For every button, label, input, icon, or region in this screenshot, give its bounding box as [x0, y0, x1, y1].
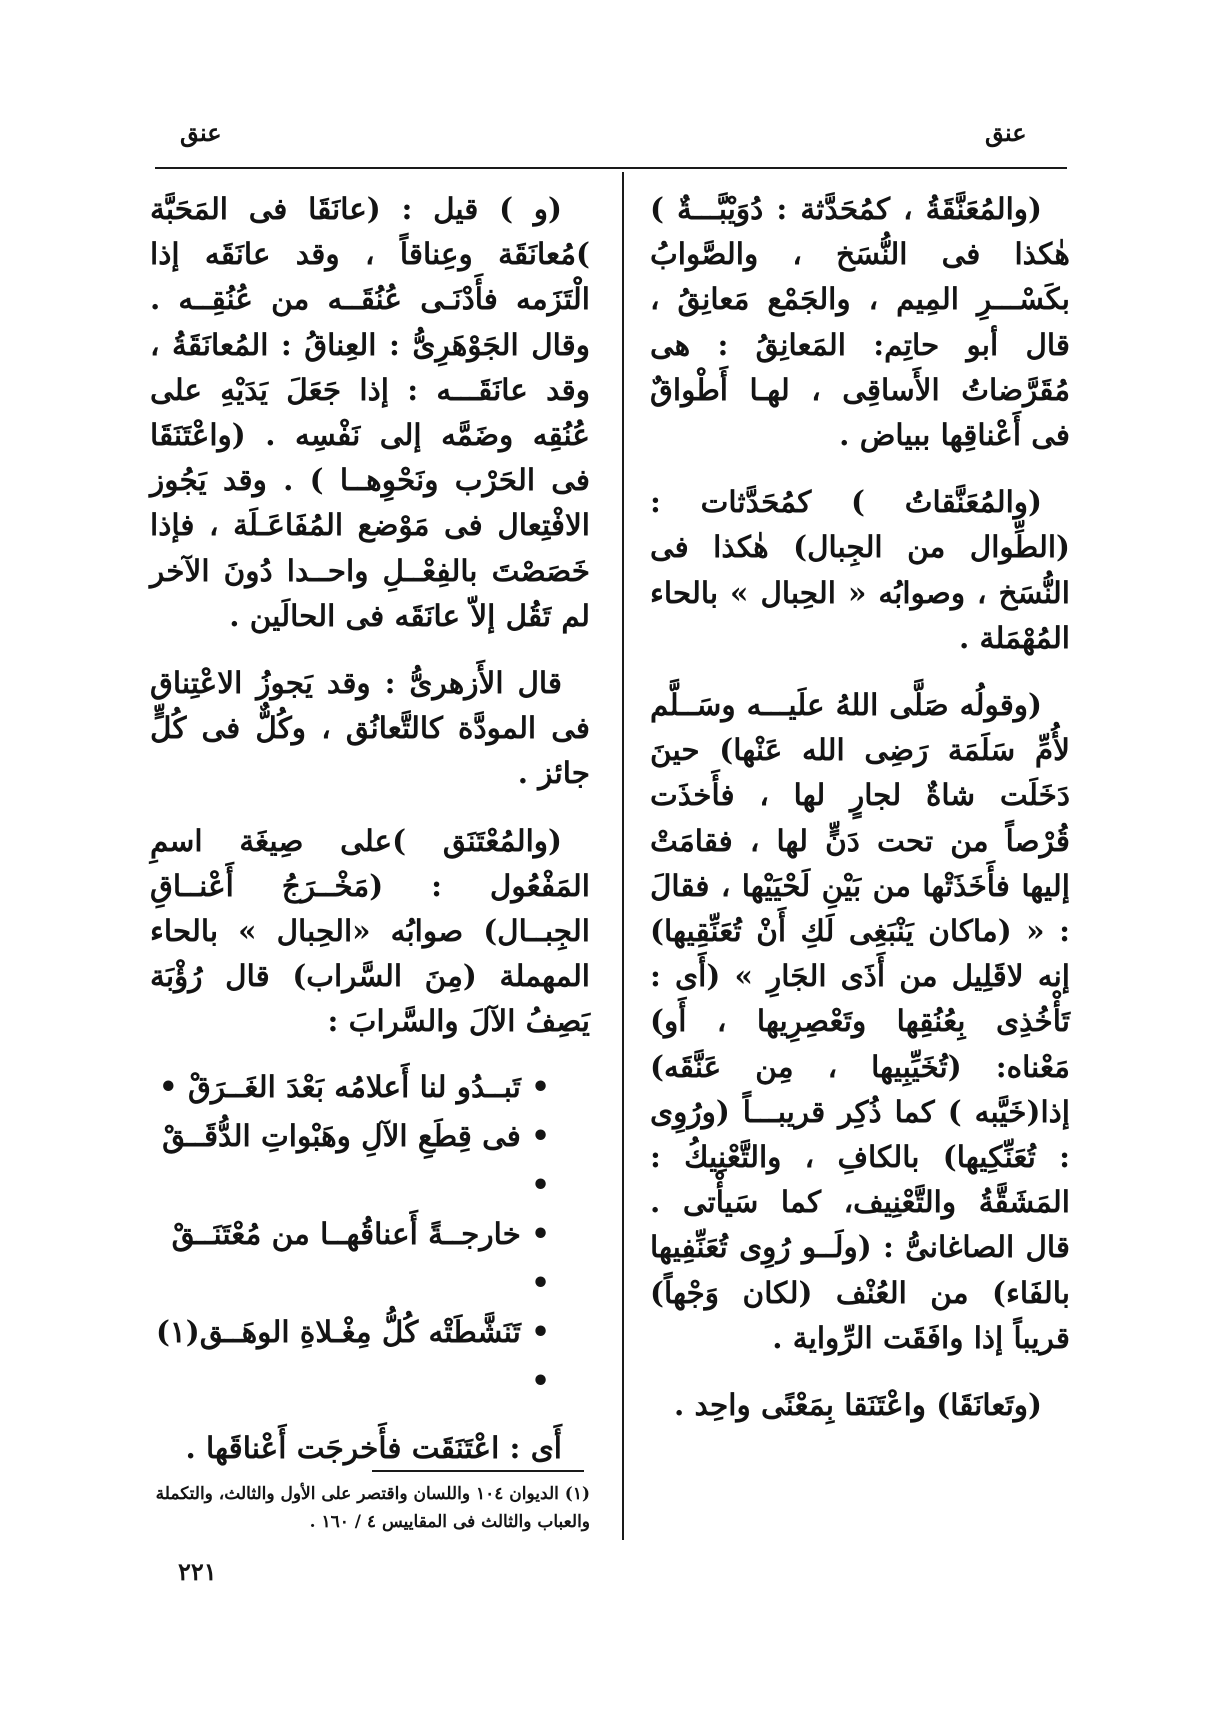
- right-column: [650, 186, 1070, 1449]
- column-divider: [622, 172, 624, 1540]
- poem-verses: [150, 1062, 590, 1405]
- entry-paragraph: (والمُعَنَّقاتُ ) كمُحَدَّثات : (الطِّوال من الجِبال) هٰكذا فى النُّسَخ ، وصوابُه « الحِبال » بالحاء المُهْمَلة .: [650, 484, 1070, 655]
- running-head-left: عنق: [180, 118, 222, 147]
- entry-paragraph: قال الأَزهرىُّ : وقد يَجوزُ الاعْتِناق فى المودَّة كالتَّعانُق ، وكُلٌّ فى كُلٍّ جائز .: [150, 665, 590, 791]
- entry-paragraph: أَى : اعْتَنَقَت فأَخرجَت أَعْناقَها .: [185, 1429, 562, 1465]
- footnote: (١) الديوان ١٠٤ واللسان واقتصر على الأول والثالث، والتكملة والعباب والثالث فى المقاييس ٤ / ١٦٠ .: [155, 1484, 590, 1532]
- page-number: ٢٢١: [178, 1557, 217, 1586]
- left-column: [150, 186, 590, 1492]
- footnote-rule: [372, 1470, 584, 1472]
- entry-paragraph: (وتَعانَقَا) واعْتَنَقا بِمَعْنًى واحِد .: [674, 1387, 1042, 1423]
- running-head-right: عنق: [985, 118, 1027, 147]
- entry-paragraph: (والمُعَنَّقَةُ ، كمُحَدَّثة : دُوَيْبَّـــةٌ ) هٰكذا فى النُّسَخ ، والصَّوابُ بكَسْـــرِ المِيم ، والجَمْع مَعانِقُ ، قال أبو حاتِم: المَعانِقُ : هى مُقَرَّضاتُ الأَساقِى ، لهـا أَطْواقٌ فى أَعْناقِها ببياض .: [650, 191, 1070, 453]
- header-rule: [155, 167, 1067, 169]
- verse-line: • تَنَشَّطَتْه كُلُّ مِغْـلاةِ الوهَــق(١) •: [155, 1313, 550, 1398]
- verse-line: • فى قِطَعِ الآلِ وهَبْواتِ الدُّقَــقْ •: [162, 1117, 550, 1202]
- entry-paragraph: (وقولُه صَلَّى اللهُ علَيـــه وسَــلَّم لأُمِّ سَلَمَة رَضِى الله عَنْها) حينَ دَخَلَت شاةٌ لجارٍ لها ، فأَخذَت قُرْصاً من تحت دَنٍّ لها ، فقامَتْ إليها فأَخَذَتْها من بَيْنِ لَحْيَيْها ، فقالَ : « (ماكان يَنْبَغِى لَكِ أَنْ تُعَنِّقِيها) إنه لاقَلِيل من أَذَى الجَارِ » (أَى : تَأْخُذِى بِعُنُقِها وتَعْصِرِيها ، أَو) مَعْناه: (تُخَيِّبِيها ، مِن عَنَّقَه) إذا(خَيَّبه ) كما ذُكِر قريبـــاً (ورُوِى : تُعَنِّكِيها) بالكافِ ، والتَّعْنِيكُ : المَشَقَّةُ والتَّعْنِيف، كما سَيأْتى . قال الصاغانىُّ : (ولَــو رُوِى تُعَنِّفِيها بالفَاء) من العُنْف (لكان وَجْهاً) قريباً إذا وافَقَت الرِّواية .: [650, 687, 1070, 1355]
- verse-line: • خارجــةً أَعناقُهــا من مُعْتَنَــقْ •: [171, 1215, 550, 1300]
- verse-line: • تَبــدُو لنا أَعلامُه بَعْدَ الغَــرَقْ •: [158, 1068, 550, 1104]
- entry-paragraph: (والمُعْتَنَق )على صِيغَة اسمِ المَفْعُول : (مَخْــرَجُ أَعْنــاقِ الجِبــال) صوابُه «الحِبال » بالحاء المهملة (مِنَ السَّراب) قال رُؤْبَة يَصِفُ الآلَ والسَّرابَ :: [150, 822, 590, 1039]
- entry-paragraph: (و ) قيل : (عانَقَا فى المَحَبَّة )مُعانَقَة وعِناقاً ، وقد عانَقَه إذا الْتَزَمه فأَدْنَـى عُنُقَــه من عُنُقِــه . وقال الجَوْهَرِىُّ : العِناقُ : المُعانَقَةُ ، وقد عانَقَـــه : إذا جَعَلَ يَدَيْهِ على عُنُقِه وضَمَّه إلى نَفْسِه . (واعْتَنَقَا فى الحَرْب ونَحْوِهــا ) . وقد يَجُوز الافْتِعال فى مَوْضع المُفَاعَـلَة ، فإذا خَصَصْتَ بالفِعْــلِ واحــدا دُونَ الآخر لم تَقُل إلاّ عانَقَه فى الحالَين .: [150, 191, 590, 633]
